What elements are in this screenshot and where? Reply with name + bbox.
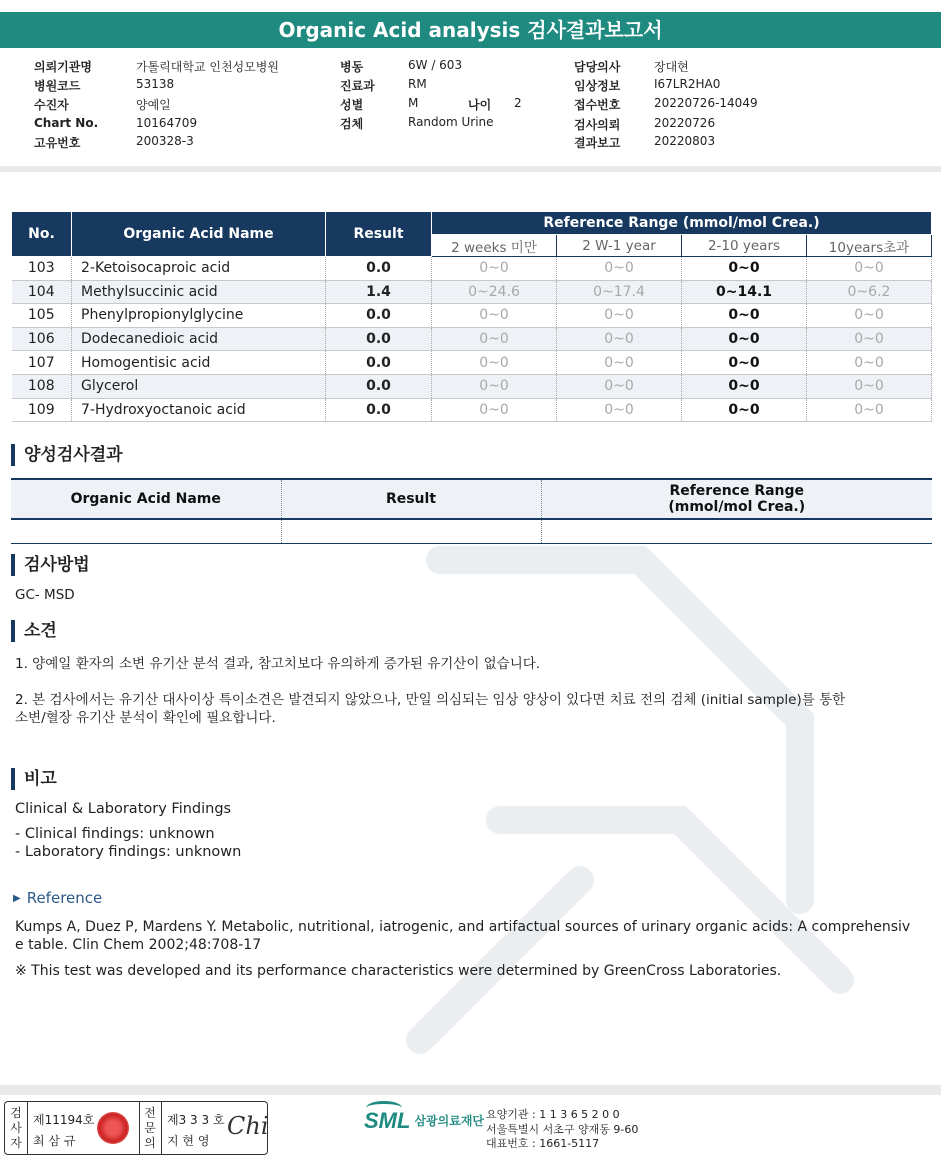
doctor-name: 지 현 영 xyxy=(167,1134,210,1148)
row-range: 0~0 xyxy=(682,374,807,398)
opinion-heading: 소견 xyxy=(11,620,57,642)
row-range: 0~0 xyxy=(807,304,932,328)
info-label: 임상정보 xyxy=(574,79,621,93)
reference-heading xyxy=(13,889,102,907)
row-name: 2-Ketoisocaproic acid xyxy=(72,257,326,281)
info-value: 20220803 xyxy=(654,134,716,148)
row-range: 0~0 xyxy=(682,351,807,375)
info-label: 결과보고 xyxy=(574,136,621,150)
row-result: 1.4 xyxy=(326,280,432,304)
age-value: 2 xyxy=(514,96,522,110)
sml-logo xyxy=(364,1108,484,1134)
row-no: 109 xyxy=(12,398,72,422)
handwritten-signature: Chi xyxy=(227,1112,269,1140)
info-value: M xyxy=(408,96,419,110)
reference-title: Reference xyxy=(26,889,103,907)
table-row xyxy=(12,304,932,328)
info-value: 20220726-14049 xyxy=(654,96,758,110)
org-name: 삼광의료재단 xyxy=(414,1114,485,1128)
row-range: 0~0 xyxy=(557,327,682,351)
pos-empty-cell xyxy=(541,519,932,543)
row-range: 0~0 xyxy=(807,398,932,422)
row-range: 0~0 xyxy=(682,257,807,281)
row-range: 0~0 xyxy=(432,374,557,398)
row-range: 0~6.2 xyxy=(807,280,932,304)
method-text: GC- MSD xyxy=(15,587,75,603)
table-row xyxy=(12,257,932,281)
pos-empty-cell xyxy=(281,519,541,543)
row-name: Homogentisic acid xyxy=(72,351,326,375)
row-name: Methylsuccinic acid xyxy=(72,280,326,304)
remarks-heading: 비고 xyxy=(11,768,57,790)
info-value: 양예일 xyxy=(136,98,171,112)
row-no: 107 xyxy=(12,351,72,375)
info-value: 53138 xyxy=(136,77,175,91)
row-range: 0~0 xyxy=(807,351,932,375)
opinion-line2b: 소변/혈장 유기산 분석이 확인에 필요합니다. xyxy=(15,710,276,726)
info-value: 10164709 xyxy=(136,116,198,130)
info-value: 6W / 603 xyxy=(408,58,463,72)
row-no: 108 xyxy=(12,374,72,398)
row-range: 0~0 xyxy=(557,398,682,422)
row-no: 103 xyxy=(12,257,72,281)
info-label: 검체 xyxy=(340,117,364,131)
footer-divider xyxy=(0,1085,941,1095)
doctor-label: 전 문 의 xyxy=(144,1106,156,1150)
row-range: 0~0 xyxy=(432,304,557,328)
pos-col-result: Result xyxy=(281,479,541,519)
row-result: 0.0 xyxy=(326,374,432,398)
row-result: 0.0 xyxy=(326,304,432,328)
info-label: 담당의사 xyxy=(574,60,621,74)
positive-results-table xyxy=(11,478,932,544)
tester-license: 제11194호 xyxy=(33,1113,95,1127)
info-value: 20220726 xyxy=(654,116,716,130)
pos-empty-cell xyxy=(11,519,281,543)
section-divider xyxy=(0,166,941,172)
info-value: 장대현 xyxy=(654,60,689,74)
info-label: 병동 xyxy=(340,60,364,74)
pos-ref-line2: (mmol/mol Crea.) xyxy=(668,499,806,515)
row-range: 0~0 xyxy=(807,257,932,281)
col-header-result: Result xyxy=(326,212,432,257)
info-value: 200328-3 xyxy=(136,134,194,148)
info-value: I67LR2HA0 xyxy=(654,77,721,91)
row-name: Dodecanedioic acid xyxy=(72,327,326,351)
triangle-icon: ▶ xyxy=(13,893,21,904)
pos-col-reference xyxy=(541,479,932,519)
org-code: 요양기관 : 1 1 3 6 5 2 0 0 xyxy=(486,1108,620,1121)
row-range: 0~0 xyxy=(682,327,807,351)
org-phone: 대표번호 : 1661-5117 xyxy=(486,1137,600,1150)
logo-text: SML xyxy=(364,1108,411,1133)
info-label: 접수번호 xyxy=(574,98,621,112)
table-row xyxy=(12,280,932,304)
col-header-reference: Reference Range (mmol/mol Crea.) xyxy=(432,212,932,235)
row-range: 0~0 xyxy=(807,327,932,351)
org-address xyxy=(486,1108,638,1152)
table-row xyxy=(12,351,932,375)
row-result: 0.0 xyxy=(326,351,432,375)
col-header-range: 2 W-1 year xyxy=(557,235,682,257)
signature-box xyxy=(4,1101,268,1155)
info-label: 검사의뢰 xyxy=(574,118,621,132)
row-name: Phenylpropionylglycine xyxy=(72,304,326,328)
official-seal-icon xyxy=(97,1112,129,1144)
row-range: 0~0 xyxy=(432,327,557,351)
row-no: 106 xyxy=(12,327,72,351)
patient-info xyxy=(0,56,941,166)
positive-results-heading: 양성검사결과 xyxy=(11,444,123,466)
organic-acid-table xyxy=(11,211,932,422)
table-row xyxy=(12,374,932,398)
info-value: Random Urine xyxy=(408,115,494,129)
row-range: 0~0 xyxy=(557,351,682,375)
logo-arc-icon xyxy=(366,1101,402,1115)
age-label: 나이 xyxy=(468,98,492,112)
row-result: 0.0 xyxy=(326,327,432,351)
remarks-line2: - Laboratory findings: unknown xyxy=(15,844,242,860)
doctor-license: 제3 3 3 호 xyxy=(167,1113,225,1127)
col-header-range: 2 weeks 미만 xyxy=(432,235,557,257)
org-location: 서울특별시 서초구 양재동 9-60 xyxy=(486,1122,639,1136)
pos-col-name: Organic Acid Name xyxy=(11,479,281,519)
lab-note: ※ This test was developed and its performance characteristics were determined by GreenCross Laboratories. xyxy=(15,963,782,979)
info-label: Chart No. xyxy=(34,116,99,130)
row-result: 0.0 xyxy=(326,398,432,422)
info-value: RM xyxy=(408,77,427,91)
info-label: 고유번호 xyxy=(34,136,81,150)
remarks-line1: - Clinical findings: unknown xyxy=(15,826,215,842)
col-header-range: 2-10 years xyxy=(682,235,807,257)
row-range: 0~0 xyxy=(557,374,682,398)
info-value: 가톨릭대학교 인천성모병원 xyxy=(136,60,279,74)
watermark-pattern xyxy=(380,520,940,1080)
row-range: 0~0 xyxy=(557,257,682,281)
col-header-range: 10years초과 xyxy=(807,235,932,257)
row-range: 0~24.6 xyxy=(432,280,557,304)
tester-name: 최 삼 규 xyxy=(33,1134,76,1148)
row-range: 0~0 xyxy=(557,304,682,328)
info-label: 성별 xyxy=(340,98,364,112)
row-range: 0~14.1 xyxy=(682,280,807,304)
table-row xyxy=(12,327,932,351)
row-range: 0~17.4 xyxy=(557,280,682,304)
col-header-name: Organic Acid Name xyxy=(72,212,326,257)
row-no: 105 xyxy=(12,304,72,328)
row-result: 0.0 xyxy=(326,257,432,281)
row-range: 0~0 xyxy=(682,398,807,422)
row-range: 0~0 xyxy=(432,257,557,281)
row-range: 0~0 xyxy=(807,374,932,398)
row-name: Glycerol xyxy=(72,374,326,398)
row-range: 0~0 xyxy=(432,351,557,375)
reference-line1: Kumps A, Duez P, Mardens Y. Metabolic, nutritional, iatrogenic, and artifactual sources of urinary organic acids: A comprehensiv xyxy=(15,919,911,935)
row-range: 0~0 xyxy=(432,398,557,422)
row-no: 104 xyxy=(12,280,72,304)
pos-ref-line1: Reference Range xyxy=(669,483,805,499)
info-label: 병원코드 xyxy=(34,79,81,93)
reference-line2: e table. Clin Chem 2002;48:708-17 xyxy=(15,937,262,953)
method-heading: 검사방법 xyxy=(11,554,90,576)
info-label: 의뢰기관명 xyxy=(34,60,92,74)
report-title: Organic Acid analysis 검사결과보고서 xyxy=(0,12,941,48)
info-label: 진료과 xyxy=(340,79,375,93)
opinion-line2a: 2. 본 검사에서는 유기산 대사이상 특이소견은 발견되지 않았으나, 만일 의심되는 임상 양상이 있다면 치료 전의 검체 (initial sample)를 통한 xyxy=(15,692,846,708)
opinion-line1: 1. 양예일 환자의 소변 유기산 분석 결과, 참고치보다 유의하게 증가된 유기산이 없습니다. xyxy=(15,656,541,672)
info-label: 수진자 xyxy=(34,98,69,112)
row-name: 7-Hydroxyoctanoic acid xyxy=(72,398,326,422)
row-range: 0~0 xyxy=(682,304,807,328)
remarks-heading-text: Clinical & Laboratory Findings xyxy=(15,801,232,817)
col-header-no: No. xyxy=(12,212,72,257)
table-row xyxy=(12,398,932,422)
tester-label: 검 사 자 xyxy=(10,1106,22,1150)
